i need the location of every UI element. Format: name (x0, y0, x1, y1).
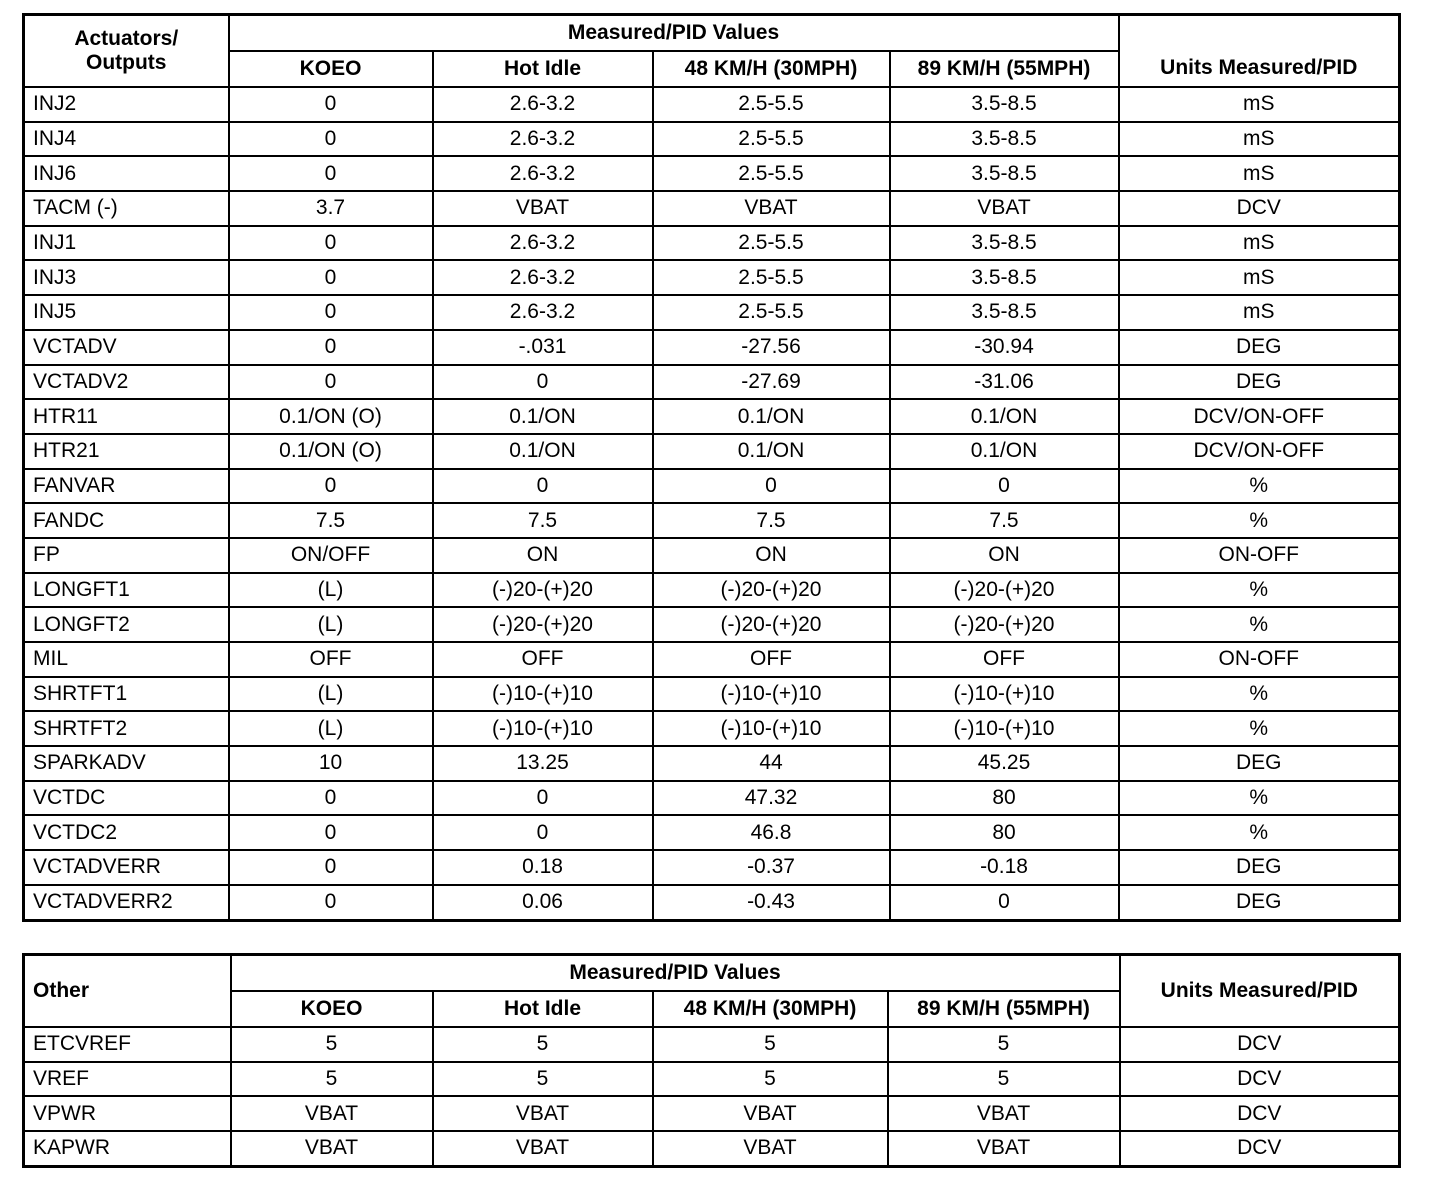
parameter-name-cell: KAPWR (24, 1131, 231, 1166)
koeo-value-cell: 3.7 (229, 191, 433, 226)
koeo-value-cell: (L) (229, 607, 433, 642)
table-row (24, 191, 1400, 226)
speed-55mph-value-cell: -31.06 (890, 365, 1119, 400)
speed-30mph-value-cell: VBAT (653, 1096, 888, 1131)
koeo-value-cell: 0.1/ON (O) (229, 434, 433, 469)
speed-30mph-value-cell: (-)10-(+)10 (653, 677, 890, 712)
parameter-name-cell: LONGFT1 (24, 573, 229, 608)
table-row (24, 538, 1400, 573)
koeo-value-cell: 0 (229, 781, 433, 816)
speed-55mph-value-cell: 0 (890, 885, 1119, 920)
table-row (24, 122, 1400, 157)
speed-55mph-value-cell: 5 (888, 1027, 1120, 1062)
hot-idle-value-cell: 13.25 (433, 746, 653, 781)
units-cell: DEG (1119, 885, 1400, 920)
table-row (24, 573, 1400, 608)
parameter-name-cell: INJ6 (24, 156, 229, 191)
hot-idle-value-cell: (-)10-(+)10 (433, 677, 653, 712)
speed-30mph-value-cell: -27.56 (653, 330, 890, 365)
speed-55mph-value-cell: VBAT (890, 191, 1119, 226)
hot-idle-value-cell: 2.6-3.2 (433, 226, 653, 261)
speed-30mph-value-cell: 2.5-5.5 (653, 226, 890, 261)
units-measured-pid-header: Units Measured/PID (1119, 15, 1400, 88)
table-row (24, 399, 1400, 434)
speed-55mph-value-cell: (-)10-(+)10 (890, 711, 1119, 746)
speed-30mph-value-cell: (-)20-(+)20 (653, 573, 890, 608)
units-cell: DCV/ON-OFF (1119, 399, 1400, 434)
units-cell: DEG (1119, 330, 1400, 365)
parameter-name-cell: SHRTFT2 (24, 711, 229, 746)
table-row (24, 295, 1400, 330)
speed-55mph-value-cell: -30.94 (890, 330, 1119, 365)
koeo-value-cell: 10 (229, 746, 433, 781)
speed-55mph-value-cell: 0 (890, 469, 1119, 504)
speed-30mph-value-cell: 44 (653, 746, 890, 781)
hot-idle-value-cell: 5 (433, 1027, 653, 1062)
units-cell: mS (1119, 260, 1400, 295)
koeo-value-cell: (L) (229, 677, 433, 712)
actuators-outputs-header (24, 15, 229, 88)
speed-30mph-value-cell: 7.5 (653, 503, 890, 538)
speed-55mph-value-cell: 3.5-8.5 (890, 226, 1119, 261)
speed-30mph-value-cell: ON (653, 538, 890, 573)
units-cell: DCV (1120, 1027, 1400, 1062)
table-row (24, 781, 1400, 816)
hot-idle-value-cell: 2.6-3.2 (433, 295, 653, 330)
units-cell: DCV (1120, 1096, 1400, 1131)
table-row (24, 1131, 1400, 1166)
koeo-value-cell: 0 (229, 122, 433, 157)
units-cell: DCV (1120, 1062, 1400, 1097)
column-header-hot-idle: Hot Idle (433, 991, 653, 1027)
parameter-name-cell: VCTADVERR2 (24, 885, 229, 920)
actuators-outputs-table (22, 13, 1401, 922)
table-row (24, 503, 1400, 538)
parameter-name-cell: HTR11 (24, 399, 229, 434)
hot-idle-value-cell: 0 (433, 469, 653, 504)
speed-30mph-value-cell: 0.1/ON (653, 399, 890, 434)
table-row (24, 885, 1400, 920)
units-cell: % (1119, 503, 1400, 538)
units-cell: DCV (1120, 1131, 1400, 1166)
koeo-value-cell: (L) (229, 711, 433, 746)
column-header-55mph: 89 KM/H (55MPH) (888, 991, 1120, 1027)
parameter-name-cell: INJ4 (24, 122, 229, 157)
speed-55mph-value-cell: 3.5-8.5 (890, 87, 1119, 122)
speed-30mph-value-cell: OFF (653, 642, 890, 677)
speed-30mph-value-cell: -0.43 (653, 885, 890, 920)
speed-30mph-value-cell: (-)20-(+)20 (653, 607, 890, 642)
koeo-value-cell: 0 (229, 885, 433, 920)
parameter-name-cell: ETCVREF (24, 1027, 231, 1062)
parameter-name-cell: VCTADV (24, 330, 229, 365)
units-cell: % (1119, 607, 1400, 642)
speed-30mph-value-cell: 0 (653, 469, 890, 504)
parameter-name-cell: VPWR (24, 1096, 231, 1131)
speed-55mph-value-cell: 3.5-8.5 (890, 295, 1119, 330)
speed-55mph-value-cell: -0.18 (890, 850, 1119, 885)
hot-idle-value-cell: (-)20-(+)20 (433, 607, 653, 642)
measured-pid-values-header: Measured/PID Values (229, 15, 1119, 52)
hot-idle-value-cell: ON (433, 538, 653, 573)
table-row (24, 746, 1400, 781)
hot-idle-value-cell: 0 (433, 365, 653, 400)
speed-55mph-value-cell: 80 (890, 781, 1119, 816)
column-header-koeo: KOEO (229, 51, 433, 87)
units-cell: DEG (1119, 850, 1400, 885)
column-header-30mph: 48 KM/H (30MPH) (653, 51, 890, 87)
hot-idle-value-cell: 7.5 (433, 503, 653, 538)
koeo-value-cell: 7.5 (229, 503, 433, 538)
hot-idle-value-cell: 0 (433, 815, 653, 850)
speed-30mph-value-cell: 46.8 (653, 815, 890, 850)
hot-idle-value-cell: VBAT (433, 1096, 653, 1131)
speed-55mph-value-cell: (-)20-(+)20 (890, 607, 1119, 642)
parameter-name-cell: MIL (24, 642, 229, 677)
parameter-name-cell: FANVAR (24, 469, 229, 504)
speed-30mph-value-cell: 2.5-5.5 (653, 295, 890, 330)
parameter-name-cell: FANDC (24, 503, 229, 538)
speed-55mph-value-cell: OFF (890, 642, 1119, 677)
speed-55mph-value-cell: (-)10-(+)10 (890, 677, 1119, 712)
other-table (22, 953, 1401, 1168)
hot-idle-value-cell: VBAT (433, 191, 653, 226)
other-header: Other (24, 955, 231, 1028)
parameter-name-cell: LONGFT2 (24, 607, 229, 642)
hot-idle-value-cell: -.031 (433, 330, 653, 365)
units-cell: mS (1119, 226, 1400, 261)
hot-idle-value-cell: 2.6-3.2 (433, 122, 653, 157)
hot-idle-value-cell: OFF (433, 642, 653, 677)
speed-30mph-value-cell: 2.5-5.5 (653, 122, 890, 157)
measured-pid-values-header: Measured/PID Values (231, 955, 1120, 992)
koeo-value-cell: OFF (229, 642, 433, 677)
koeo-value-cell: 0 (229, 469, 433, 504)
hot-idle-value-cell: 0.06 (433, 885, 653, 920)
table-row (24, 260, 1400, 295)
units-cell: % (1119, 815, 1400, 850)
parameter-name-cell: SHRTFT1 (24, 677, 229, 712)
parameter-name-cell: INJ3 (24, 260, 229, 295)
speed-55mph-value-cell: (-)20-(+)20 (890, 573, 1119, 608)
units-cell: DEG (1119, 365, 1400, 400)
koeo-value-cell: 0 (229, 815, 433, 850)
koeo-value-cell: VBAT (231, 1096, 433, 1131)
table-row (24, 711, 1400, 746)
hot-idle-value-cell: 2.6-3.2 (433, 260, 653, 295)
units-cell: mS (1119, 87, 1400, 122)
units-cell: mS (1119, 295, 1400, 330)
actuators-table-body (24, 87, 1400, 920)
koeo-value-cell: 5 (231, 1062, 433, 1097)
units-measured-pid-header: Units Measured/PID (1120, 955, 1400, 1028)
speed-55mph-value-cell: 5 (888, 1062, 1120, 1097)
table-row (24, 1062, 1400, 1097)
hot-idle-value-cell: 2.6-3.2 (433, 156, 653, 191)
header-row (24, 15, 1400, 52)
table-row (24, 815, 1400, 850)
table-row (24, 642, 1400, 677)
speed-30mph-value-cell: 2.5-5.5 (653, 87, 890, 122)
table-row (24, 677, 1400, 712)
hot-idle-value-cell: 0.1/ON (433, 399, 653, 434)
table-row (24, 1027, 1400, 1062)
parameter-name-cell: VCTDC (24, 781, 229, 816)
units-cell: % (1119, 677, 1400, 712)
actuators-header-line2: Outputs (86, 51, 167, 74)
speed-30mph-value-cell: 2.5-5.5 (653, 260, 890, 295)
hot-idle-value-cell: 0.18 (433, 850, 653, 885)
speed-55mph-value-cell: 0.1/ON (890, 434, 1119, 469)
units-cell: mS (1119, 122, 1400, 157)
speed-30mph-value-cell: 5 (653, 1062, 888, 1097)
parameter-name-cell: VCTADV2 (24, 365, 229, 400)
koeo-value-cell: ON/OFF (229, 538, 433, 573)
units-cell: % (1119, 469, 1400, 504)
speed-55mph-value-cell: 3.5-8.5 (890, 156, 1119, 191)
speed-30mph-value-cell: -0.37 (653, 850, 890, 885)
speed-30mph-value-cell: VBAT (653, 191, 890, 226)
speed-55mph-value-cell: 45.25 (890, 746, 1119, 781)
units-cell: % (1119, 781, 1400, 816)
hot-idle-value-cell: VBAT (433, 1131, 653, 1166)
parameter-name-cell: VREF (24, 1062, 231, 1097)
koeo-value-cell: 0 (229, 330, 433, 365)
speed-55mph-value-cell: VBAT (888, 1096, 1120, 1131)
speed-30mph-value-cell: 2.5-5.5 (653, 156, 890, 191)
table-row (24, 1096, 1400, 1131)
table-row (24, 156, 1400, 191)
speed-30mph-value-cell: 47.32 (653, 781, 890, 816)
speed-55mph-value-cell: 7.5 (890, 503, 1119, 538)
units-cell: ON-OFF (1119, 538, 1400, 573)
table-row (24, 850, 1400, 885)
speed-55mph-value-cell: 0.1/ON (890, 399, 1119, 434)
header-row (24, 955, 1400, 992)
parameter-name-cell: SPARKADV (24, 746, 229, 781)
hot-idle-value-cell: 5 (433, 1062, 653, 1097)
speed-30mph-value-cell: -27.69 (653, 365, 890, 400)
column-header-55mph: 89 KM/H (55MPH) (890, 51, 1119, 87)
column-header-koeo: KOEO (231, 991, 433, 1027)
koeo-value-cell: 5 (231, 1027, 433, 1062)
parameter-name-cell: INJ1 (24, 226, 229, 261)
hot-idle-value-cell: (-)20-(+)20 (433, 573, 653, 608)
hot-idle-value-cell: 2.6-3.2 (433, 87, 653, 122)
speed-55mph-value-cell: 3.5-8.5 (890, 122, 1119, 157)
speed-30mph-value-cell: 5 (653, 1027, 888, 1062)
parameter-name-cell: FP (24, 538, 229, 573)
units-cell: DEG (1119, 746, 1400, 781)
table-row (24, 469, 1400, 504)
units-cell: DCV (1119, 191, 1400, 226)
speed-55mph-value-cell: 80 (890, 815, 1119, 850)
koeo-value-cell: 0 (229, 295, 433, 330)
table-row (24, 87, 1400, 122)
koeo-value-cell: 0 (229, 850, 433, 885)
parameter-name-cell: HTR21 (24, 434, 229, 469)
units-cell: DCV/ON-OFF (1119, 434, 1400, 469)
actuators-header-line1: Actuators/ (74, 26, 179, 50)
parameter-name-cell: TACM (-) (24, 191, 229, 226)
units-cell: % (1119, 711, 1400, 746)
column-header-30mph: 48 KM/H (30MPH) (653, 991, 888, 1027)
parameter-name-cell: INJ5 (24, 295, 229, 330)
units-cell: % (1119, 573, 1400, 608)
speed-30mph-value-cell: VBAT (653, 1131, 888, 1166)
hot-idle-value-cell: 0 (433, 781, 653, 816)
table-row (24, 365, 1400, 400)
hot-idle-value-cell: (-)10-(+)10 (433, 711, 653, 746)
table-row (24, 330, 1400, 365)
other-table-body (24, 1027, 1400, 1166)
koeo-value-cell: 0 (229, 365, 433, 400)
speed-30mph-value-cell: 0.1/ON (653, 434, 890, 469)
koeo-value-cell: 0 (229, 87, 433, 122)
koeo-value-cell: 0.1/ON (O) (229, 399, 433, 434)
hot-idle-value-cell: 0.1/ON (433, 434, 653, 469)
table-row (24, 607, 1400, 642)
koeo-value-cell: (L) (229, 573, 433, 608)
koeo-value-cell: 0 (229, 156, 433, 191)
speed-30mph-value-cell: (-)10-(+)10 (653, 711, 890, 746)
units-cell: ON-OFF (1119, 642, 1400, 677)
speed-55mph-value-cell: VBAT (888, 1131, 1120, 1166)
speed-55mph-value-cell: 3.5-8.5 (890, 260, 1119, 295)
parameter-name-cell: INJ2 (24, 87, 229, 122)
units-cell: mS (1119, 156, 1400, 191)
table-row (24, 226, 1400, 261)
speed-55mph-value-cell: ON (890, 538, 1119, 573)
parameter-name-cell: VCTDC2 (24, 815, 229, 850)
parameter-name-cell: VCTADVERR (24, 850, 229, 885)
table-row (24, 434, 1400, 469)
koeo-value-cell: 0 (229, 260, 433, 295)
koeo-value-cell: 0 (229, 226, 433, 261)
column-header-hot-idle: Hot Idle (433, 51, 653, 87)
koeo-value-cell: VBAT (231, 1131, 433, 1166)
